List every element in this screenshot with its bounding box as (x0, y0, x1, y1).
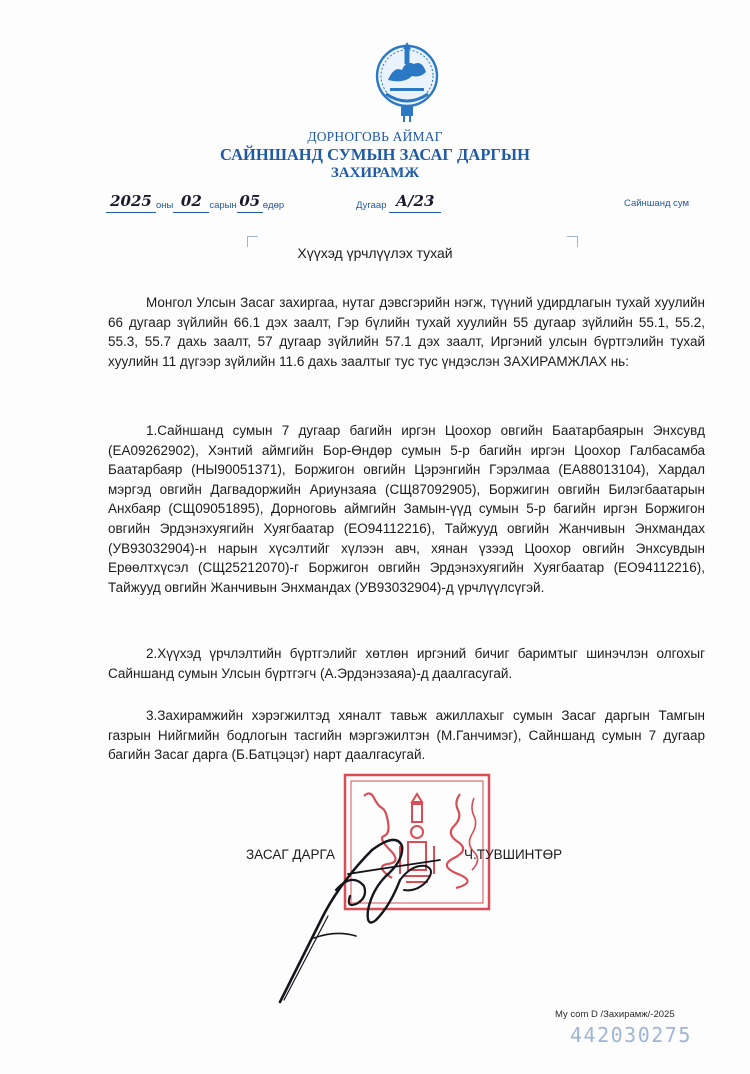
document-subject: Хүүхэд үрчлүүлэх тухай (297, 245, 453, 261)
paragraph-item-3: 3.Захирамжийн хэрэгжилтэд хяналт тавьж ажиллахыг сумын Засаг даргын Тамгын газрын Нийгмийн бодлогын тасгийн мэргэжилтэн (М.Ганчимэг), Сайншанд сумын 7 дугаар багийн Засаг дарга (Б.Батцэцэг) нарт даалгасугай. (108, 708, 705, 763)
document-number-field (356, 194, 441, 213)
date-year-suffix: оны (156, 200, 174, 211)
signatory-name: Ч.ТУВШИНТӨР (464, 847, 563, 862)
date-month: 02 (180, 192, 202, 210)
signatory-title: ЗАСАГ ДАРГА (246, 847, 335, 862)
handwritten-signature (276, 820, 476, 1010)
file-code: Му com D /Захирамж/-2025 (555, 1009, 675, 1020)
document-number: А/23 (395, 192, 435, 210)
date-day: 05 (239, 192, 261, 210)
paragraph-intro: Монгол Улсын Засаг захиргаа, нутаг дэвсгэрийн нэгж, түүний удирдлагын тухай хуулийн 66 дугаар зүйлийн 66.1 дэх заалт, Гэр бүлийн тухай хуулийн 55 дугаар зүйлийн 55.1, 55.2, 55.3, 55.7 дахь заалт, 57 дугаар зүйлийн 57.1 дэх заалт, Иргэний улсын бүртгэлийн тухай хуулийн 11 дүгээр зүйлийн 11.6 дахь заалтыг тус тус үндэслэн ЗАХИРАМЖЛАХ нь: (108, 295, 705, 369)
issue-place: Сайншанд сум (624, 198, 690, 209)
paragraph-item-1: 1.Сайншанд сумын 7 дугаар багийн иргэн Цоохор овгийн Баатарбаярын Энхсувд (ЕА09262902), Хэнтий аймгийн Бор-Өндөр сумын 5-р багийн иргэн Цоохор Галбасамба Баатарбаяр (НЫ90051371), Боржигон овгийн Цэрэнгийн Гэрэлмаа (ЕА88013104), Хардал мэргэд овгийн Дагвадоржийн Ариунзаяа (СЩ87092905), Боржигин овгийн Билэгбаатарын Анхбаяр (СЩ09051895), Дорноговь аймгийн Замын-үүд сумын 5-р багийн иргэн Боржигон овгийн Эрдэнэхуягийн Хуягбаатар (ЕО94112216), Тайжууд овгийн Жанчивын Энхмандах (УВ93032904)-н нарын хүсэлтийг хүлээн авч, хянан үзээд Цоохор овгийн Энхсувдын Ерөөлтхүсэл (СЩ25212070)-г Боржигон овгийн Эрдэнэхуягийн Хуягбаатар (ЕО94112216), Тайжууд овгийн Жанчивын Энхмандах (УВ93032904)-д үрчлүүлсүгэй. (108, 423, 705, 595)
date-year: 2025 (110, 192, 152, 210)
document-type: ЗАХИРАМЖ (330, 165, 420, 181)
date-month-suffix: сарын (209, 200, 237, 211)
office-name: САЙНШАНД СУМЫН ЗАСАГ ДАРГЫН (220, 145, 530, 164)
paragraph-item-2: 2.Хүүхэд үрчлэлтийн бүртгэлийг хөтлөн иргэний бичиг баримтыг шинэчлэн олгохыг Сайншанд сумын Улсын бүртгэгч (А.Эрдэнэзаяа)-д даалгасугай. (108, 646, 705, 681)
document-number-label: Дугаар (356, 200, 387, 211)
date-day-suffix: өдөр (262, 200, 285, 211)
registration-number-stamp: 442030275 (570, 1023, 692, 1047)
date-field (106, 194, 284, 213)
aimag-name: ДОРНОГОВЬ АЙМАГ (307, 129, 443, 144)
state-emblem-icon (374, 36, 440, 126)
